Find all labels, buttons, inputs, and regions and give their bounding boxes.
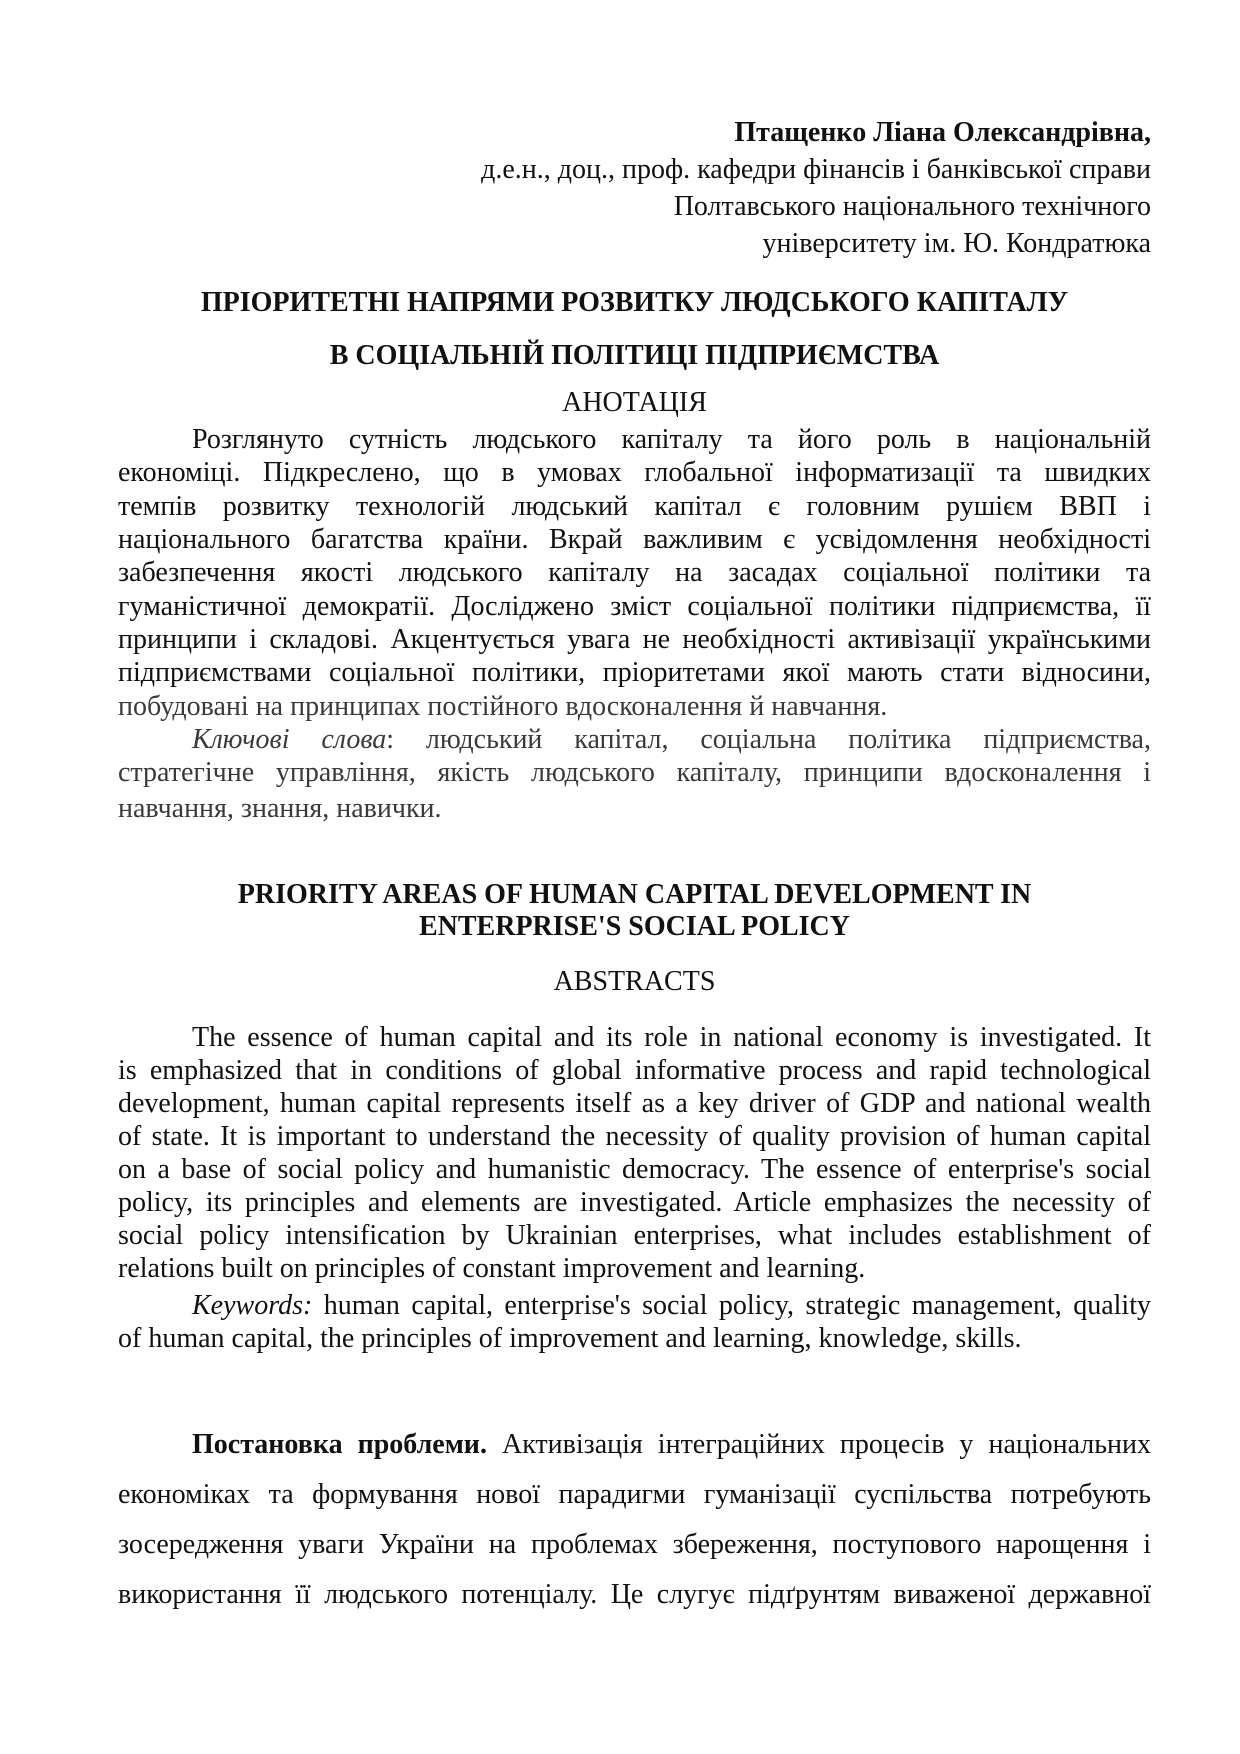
en-title-line: PRIORITY AREAS OF HUMAN CAPITAL DEVELOPMENT IN (237, 879, 1032, 910)
ua-title-line: ПРІОРИТЕТНІ НАПРЯМИ РОЗВИТКУ ЛЮДСЬКОГО КАПІТАЛУ (200, 287, 1069, 318)
en-abstract-line: social policy intensification by Ukrainian enterprises, what includes establishment of (118, 1220, 1151, 1251)
ua-abstract-line: принципи і складові. Акцентується увага не необхідності активізації українськими (118, 624, 1151, 655)
en-abstract-heading: ABSTRACTS (553, 966, 716, 997)
author-name: Птащенко Ліана Олександрівна, (734, 117, 1151, 148)
en-keywords-line (192, 1289, 1151, 1322)
ua-keywords-line (192, 723, 1151, 756)
body-text: Активізація інтеграційних процесів у національних (486, 1429, 1151, 1460)
en-abstract-line: of state. It is important to understand the necessity of quality provision of human capital (118, 1121, 1151, 1152)
en-keywords-text: human capital, enterprise's social policy, strategic management, quality (312, 1290, 1151, 1321)
section-heading: Постановка проблеми. (192, 1429, 487, 1460)
ua-abstract-line: темпів розвитку технологій людський капітал є головним рушієм ВВП і (118, 491, 1151, 522)
en-title-line: ENTERPRISE'S SOCIAL POLICY (418, 911, 850, 942)
author-affiliation-line: д.е.н., доц., проф. кафедри фінансів і банківської справи (481, 154, 1151, 185)
body-line: економіках та формування нової парадигми гуманізації суспільства потребують (118, 1479, 1151, 1510)
ua-keywords-text: : людський капітал, соціальна політика підприємства, (386, 724, 1151, 755)
body-line (192, 1428, 1151, 1461)
ua-abstract-line: підприємствами соціальної політики, пріоритетами якої мають стати відносини, (118, 657, 1151, 688)
ua-keywords-line: навчання, знання, навички. (118, 793, 442, 824)
ua-abstract-line: економіці. Підкреслено, що в умовах глобальної інформатизації та швидких (118, 457, 1151, 488)
en-abstract-line: The essence of human capital and its role in national economy is investigated. It (192, 1022, 1151, 1053)
ua-abstract-line: національного багатства країни. Вкрай важливим є усвідомлення необхідності (118, 524, 1151, 555)
en-abstract-line: development, human capital represents itself as a key driver of GDP and national wealth (118, 1088, 1151, 1119)
ua-abstract-heading: АНОТАЦІЯ (562, 387, 707, 418)
author-affiliation-line: університету ім. Ю. Кондратюка (762, 228, 1151, 259)
en-keywords-line: of human capital, the principles of improvement and learning, knowledge, skills. (118, 1323, 1022, 1354)
en-abstract-line: is emphasized that in conditions of global informative process and rapid technological (118, 1055, 1151, 1086)
en-keywords-label: Keywords: (192, 1290, 313, 1321)
ua-keywords-label: Ключові слова (192, 724, 387, 755)
en-abstract-line: on a base of social policy and humanistic democracy. The essence of enterprise's social (118, 1154, 1151, 1185)
author-affiliation-line: Полтавського національного технічного (673, 191, 1151, 222)
ua-abstract-line: гуманістичної демократії. Досліджено зміст соціальної політики підприємства, її (118, 591, 1151, 622)
en-abstract-line: relations built on principles of constant improvement and learning. (118, 1253, 866, 1284)
body-line: використання її людського потенціалу. Це слугує підґрунтям виваженої державної (118, 1579, 1151, 1610)
ua-keywords-line: стратегічне управління, якість людського капіталу, принципи вдосконалення і (118, 757, 1151, 788)
ua-abstract-line: забезпечення якості людського капіталу на засадах соціальної політики та (118, 557, 1151, 588)
ua-title-line: В СОЦІАЛЬНІЙ ПОЛІТИЦІ ПІДПРИЄМСТВА (329, 340, 940, 371)
body-line: зосередження уваги України на проблемах збереження, поступового нарощення і (118, 1529, 1151, 1560)
en-abstract-line: policy, its principles and elements are investigated. Article emphasizes the necessity of (118, 1187, 1151, 1218)
ua-abstract-line: Розглянуто сутність людського капіталу та його роль в національній (192, 424, 1151, 455)
ua-abstract-line: побудовані на принципах постійного вдосконалення й навчання. (118, 691, 888, 722)
